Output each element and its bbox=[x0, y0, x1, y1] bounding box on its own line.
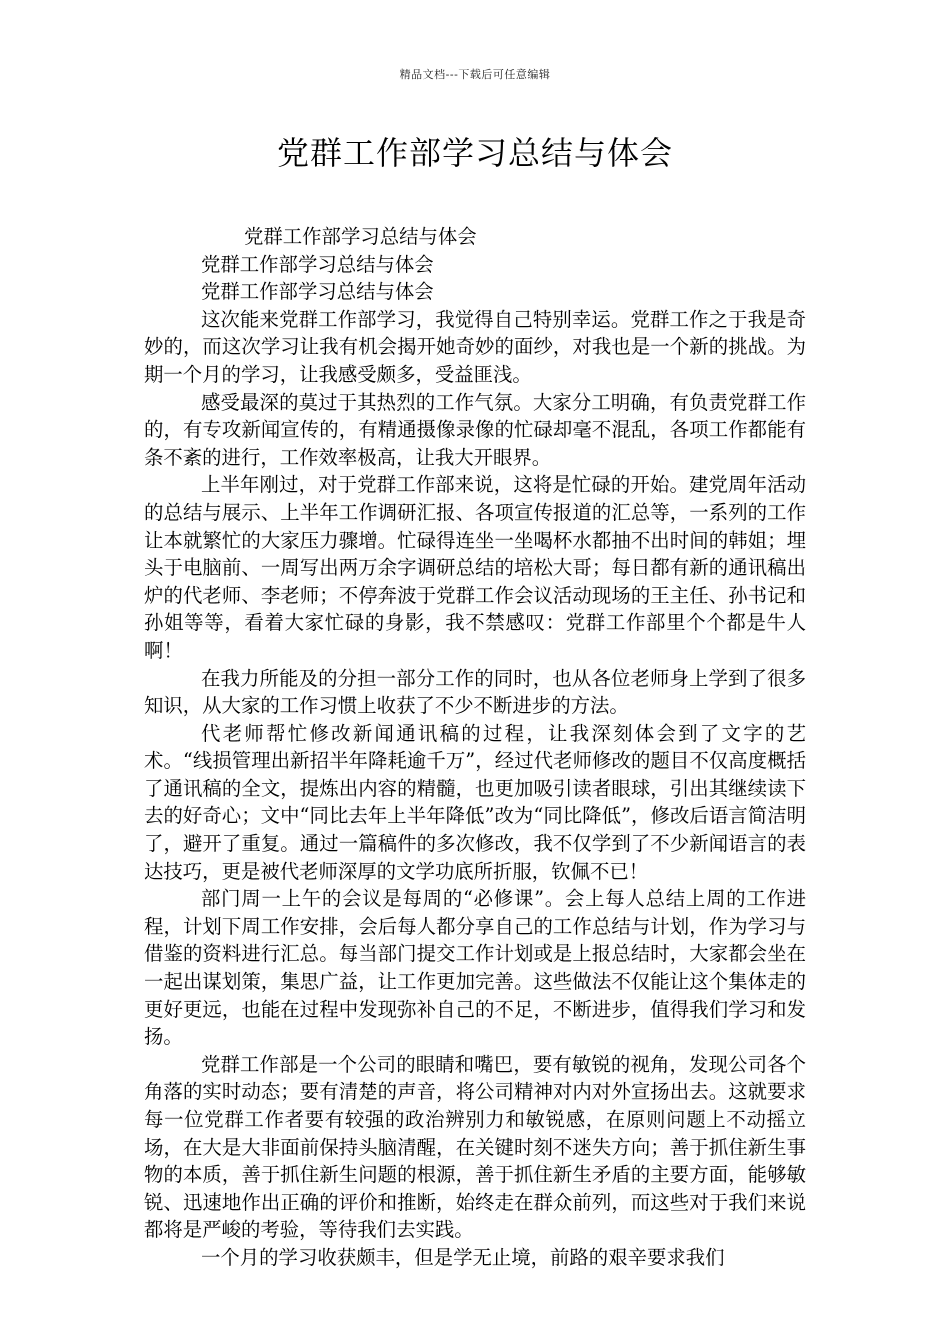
body-paragraph: 党群工作部是一个公司的眼睛和嘴巴，要有敏锐的视角，发现公司各个角落的实时动态；要有清楚的声音，将公司精神对内对外宣扬出去。这就要求每一位党群工作者要有较强的政治辨别力和敏锐感，在原则问题上不动摇立场，在大是大非面前保持头脑清醒，在关键时刻不迷失方向；善于抓住新生事物的本质，善于抓住新生问题的根源，善于抓住新生矛盾的主要方面，能够敏锐、迅速地作出正确的评价和推断，始终走在群众前列，而这些对于我们来说都将是严峻的考验，等待我们去实践。 bbox=[144, 1052, 806, 1242]
subtitle-line: 党群工作部学习总结与体会 bbox=[201, 280, 434, 304]
body-paragraph: 感受最深的莫过于其热烈的工作气氛。大家分工明确，有负责党群工作的，有专攻新闻宣传的，有精通摄像录像的忙碌却毫不混乱，各项工作都能有条不紊的进行，工作效率极高，让我大开眼界。 bbox=[144, 390, 806, 469]
header-note: 精品文档---下载后可任意编辑 bbox=[399, 68, 551, 81]
subtitle-line: 党群工作部学习总结与体会 bbox=[201, 252, 434, 276]
document-title: 党群工作部学习总结与体会 bbox=[276, 134, 673, 172]
subtitle-line: 党群工作部学习总结与体会 bbox=[244, 225, 477, 248]
body-paragraph: 代老师帮忙修改新闻通讯稿的过程，让我深刻体会到了文字的艺术。“线损管理出新招半年降耗逾千万”，经过代老师修改的题目不仅高度概括了通讯稿的全文，提炼出内容的精髓，也更加吸引读者眼球，引出其继续读下去的好奇心；文中“同比去年上半年降低”改为“同比降低”，修改后语言简洁明了，避开了重复。通过一篇稿件的多次修改，我不仅学到了不少新闻语言的表达技巧，更是被代老师深厚的文学功底所折服，钦佩不已！ bbox=[144, 721, 806, 883]
body-paragraph: 上半年刚过，对于党群工作部来说，这将是忙碌的开始。建党周年活动的总结与展示、上半年工作调研汇报、各项宣传报道的汇总等，一系列的工作让本就繁忙的大家压力骤增。忙碌得连坐一坐喝杯水都抽不出时间的韩姐；埋头于电脑前、一周写出两万余字调研总结的培松大哥；每日都有新的通讯稿出炉的代老师、李老师；不停奔波于党群工作会议活动现场的王主任、孙书记和孙姐等等，看着大家忙碌的身影，我不禁感叹：党群工作部里个个都是牛人啊！ bbox=[144, 473, 806, 662]
body-paragraph: 在我力所能及的分担一部分工作的同时，也从各位老师身上学到了很多知识，从大家的工作习惯上收获了不少不断进步的方法。 bbox=[144, 666, 806, 718]
body-paragraph: 一个月的学习收获颇丰，但是学无止境，前路的艰辛要求我们 bbox=[201, 1245, 725, 1269]
document-body bbox=[144, 223, 806, 1272]
body-paragraph: 部门周一上午的会议是每周的“必修课”。会上每人总结上周的工作进程，计划下周工作安排，会后每人都分享自己的工作总结与计划，作为学习与借鉴的资料进行汇总。每当部门提交工作计划或是上报总结时，大家都会坐在一起出谋划策，集思广益，让工作更加完善。这些做法不仅能让这个集体走的更好更远，也能在过程中发现弥补自己的不足，不断进步，值得我们学习和发扬。 bbox=[144, 887, 806, 1049]
body-paragraph: 这次能来党群工作部学习，我觉得自己特别幸运。党群工作之于我是奇妙的，而这次学习让我有机会揭开她奇妙的面纱，对我也是一个新的挑战。为期一个月的学习，让我感受颇多，受益匪浅。 bbox=[144, 307, 806, 386]
